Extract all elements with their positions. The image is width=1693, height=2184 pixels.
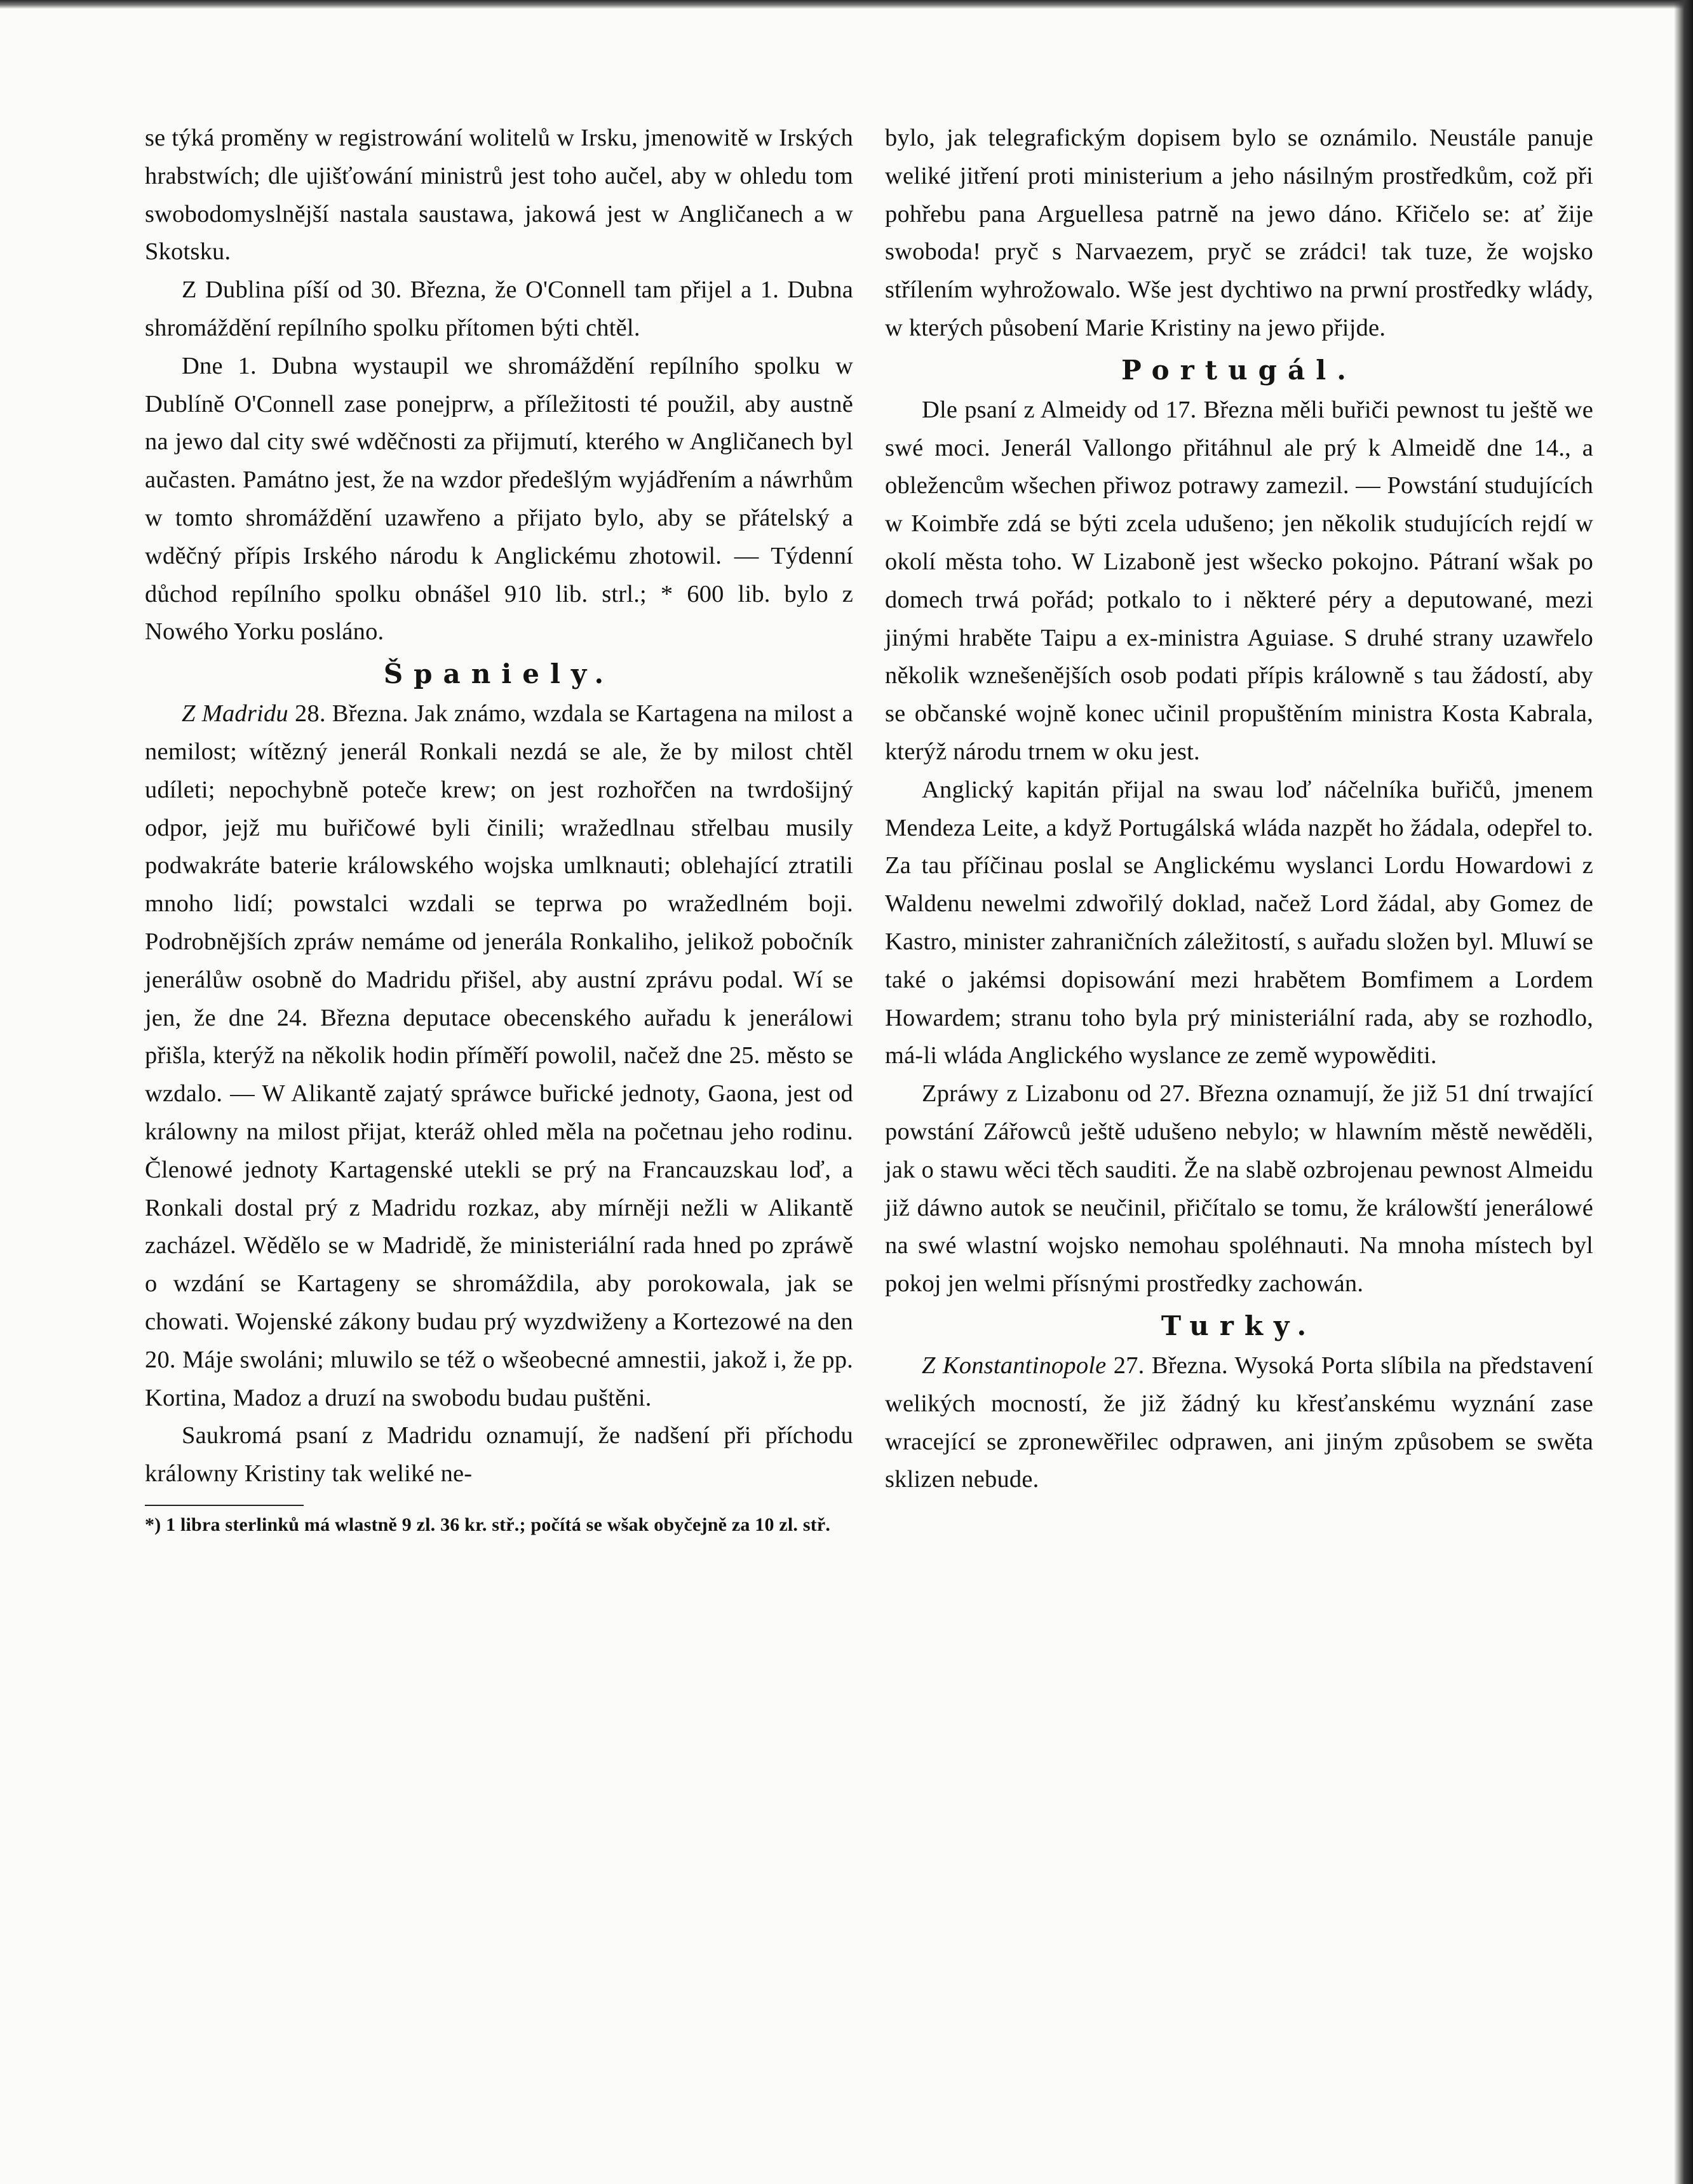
paragraph-irish-registration: se týká proměny w registrowání wolitelů w Irsku, jmenowitě w Irských hrabstwích; dle ujišťowání ministrů jest toho aučel, aby w ohledu tom swobodomyslnější nastala saustawa, jakowá jest w Angličanech a w Skotsku. <box>145 125 853 266</box>
section-heading-portugal: Portugál. <box>1121 354 1357 386</box>
paragraph-private-letters: Saukromá psaní z Madridu oznamují, že nadšení při příchodu králowny Kristiny tak weliké ne- <box>145 1422 853 1488</box>
scan-top-edge <box>0 0 1693 9</box>
paragraph-lisbon-report: Zpráwy z Lizabonu od 27. Března oznamují, že již 51 dní trwající powstání Zářowců ještě udušeno nebylo; w hlawním městě newěděli, jak o stawu wěci těch sauditi. Že na slabě ozbrojenau pewnost Almeidu již dáwno autok se neučinil, přičítalo se tomu, že králowští jenerálowé na swé wlastní wojsko nemohau spoléhnauti. Na mnoha místech byl pokoj jen welmi přísnými prostředky zachowán. <box>885 1080 1593 1298</box>
section-heading-spain: Španiely. <box>383 658 615 690</box>
paragraph-dublin-report: Z Dublina píší od 30. Března, že O'Connell tam přijel a 1. Dubna shromáždění repílního spolku přítomen býti chtěl. <box>145 276 853 341</box>
paragraph-madrid-report <box>145 695 853 1417</box>
madrid-report-text: 28. Března. Jak známo, wzdala se Kartagena na milost a nemilost; wítězný jenerál Ronkali nezdá se ale, že by milost chtěl udíleti; nepochybně poteče krew; on jest rozhořčen na twrdošijný odpor, jejž mu buřičowé byli činili; wražedlnau střelbau musily podwakráte baterie králowského wojska umlknauti; oblehající ztratili mnoho lidí; powstalci wzdali se teprwa po wražedlném boji. Podrobnějších zpráw nemáme od jenerála Ronkaliho, jelikož pobočník jenerálůw osobně do Madridu přišel, aby austní zprávu podal. Wí se jen, že dne 24. Března deputace obecenského auřadu k jenerálowi přišla, kterýž na několik hodin příměří powolil, načež dne 25. město se wzdalo. — W Alikantě zajatý spráwce buřické jednoty, Gaona, jest od králowny na milost přijat, kteráž ohled měla na početnau jeho rodinu. Členowé jednoty Kartagenské utekli se prý na Francauzskau loď, a Ronkali dostal prý z Madridu rozkaz, aby mírněji nežli w Alikantě zacházel. Wědělo se w Madridě, že ministeriální rada hned po zpráwě o wzdání se Kartageny se shromáždila, aby porokowala, jak se chowati. Wojenské zákony budau prý wyzdwiženy a Kortezowé na den 20. Máje swoláni; mluwilo se též o wšeobecné amnestii, jakož i, že pp. Kortina, Madoz a druzí na swobodu budau puštěni. <box>145 700 853 1411</box>
dateline-madrid: Z Madridu <box>182 700 288 728</box>
section-heading-turkey: Turky. <box>1161 1310 1318 1341</box>
right-column <box>885 119 1593 1499</box>
paragraph-almeida-report: Dle psaní z Almeidy od 17. Března měli buřiči pewnost tu ještě we swé moci. Jenerál Vallongo přitáhnul ale prý k Almeidě dne 14., a obležencům wšechen přiwoz potrawy zamezil. — Powstání studujících w Koimbře zdá se býti zcela udušeno; jen několik studujících rejdí w okolí města toho. W Lizaboně jest wšecko pokojno. Pátraní wšak po domech trwá pořád; potkalo to i některé péry a deputowané, mezi jinými hraběte Taipu a ex-ministra Aguiase. S druhé strany uzawřelo několik wznešenějších osob podati přípis králowně s tau žádostí, aby se občanské wojně konec učinil propuštěním ministra Kosta Kabrala, kterýž národu trnem w oku jest. <box>885 396 1593 765</box>
footnote-sterling: *) 1 libra sterlinků má wlastně 9 zl. 36 kr. stř.; počítá se wšak obyčejně za 10 zl. stř. <box>145 1514 831 1535</box>
paragraph-constantinople-report <box>885 1347 1593 1499</box>
paragraph-madrid-continued: bylo, jak telegrafickým dopisem bylo se oznámilo. Neustále panuje weliké jitření proti ministerium a jeho násilným prostředkům, což při pohřebu pana Arguellesa patrně na jewo dáno. Křičelo se: ať žije swoboda! pryč s Narvaezem, pryč se zrádci! tak tuze, že wojsko střílením wyhrožowalo. Wše jest dychtiwo na prwní prostředky wlády, w kterých působení Marie Kristiny na jewo přijde. <box>885 125 1593 341</box>
paragraph-english-captain: Anglický kapitán přijal na swau loď náčelníka buřičů, jmenem Mendeza Leite, a když Portugálská wláda nazpět ho žádala, odepřel to. Za tau příčinau poslal se Anglickému wyslanci Lordu Howardowi z Waldenu newelmi zdwořilý doklad, načež Lord žádal, aby Gomez de Kastro, minister zahraničních záležitostí, s auřadu složen byl. Mluwí se také o jakémsi dopisowání mezi hrabětem Bomfimem a Lordem Howardem; stranu toho byla prý ministeriální rada, aby se rozhodlo, má-li wláda Anglického wyslance ze země wypowěditi. <box>885 776 1593 1069</box>
constantinople-report-text: 27. Března. Wysoká Porta slíbila na představení welikých mocností, že již žádný ku křesťanskému wyznání zase wracející se zpronewěřilec odprawen, ani jiným způsobem se swěta sklizen nebude. <box>885 1352 1593 1493</box>
left-column <box>145 119 853 1539</box>
footnote-divider <box>145 1505 304 1506</box>
paragraph-repeal-meeting: Dne 1. Dubna wystaupil we shromáždění repílního spolku w Dublíně O'Connell zase ponejprw, a příležitosti té použil, aby austně na jewo dal city swé wděčnosti za přijmutí, kterého w Angličanech byl aučasten. Památno jest, že na wzdor předešlým wyjádřením a náwrhům w tomto shromáždění uzawřeno a přijato bylo, aby se přátelský a wděčný přípis Irského národu k Anglickému zhotowil. — Týdenní důchod repílního spolku obnášel 910 lib. strl.; * 600 lib. bylo z Nowého Yorku posláno. <box>145 352 853 646</box>
scan-right-edge <box>1674 0 1693 2184</box>
dateline-constantinople: Z Konstantinopole <box>922 1352 1107 1379</box>
